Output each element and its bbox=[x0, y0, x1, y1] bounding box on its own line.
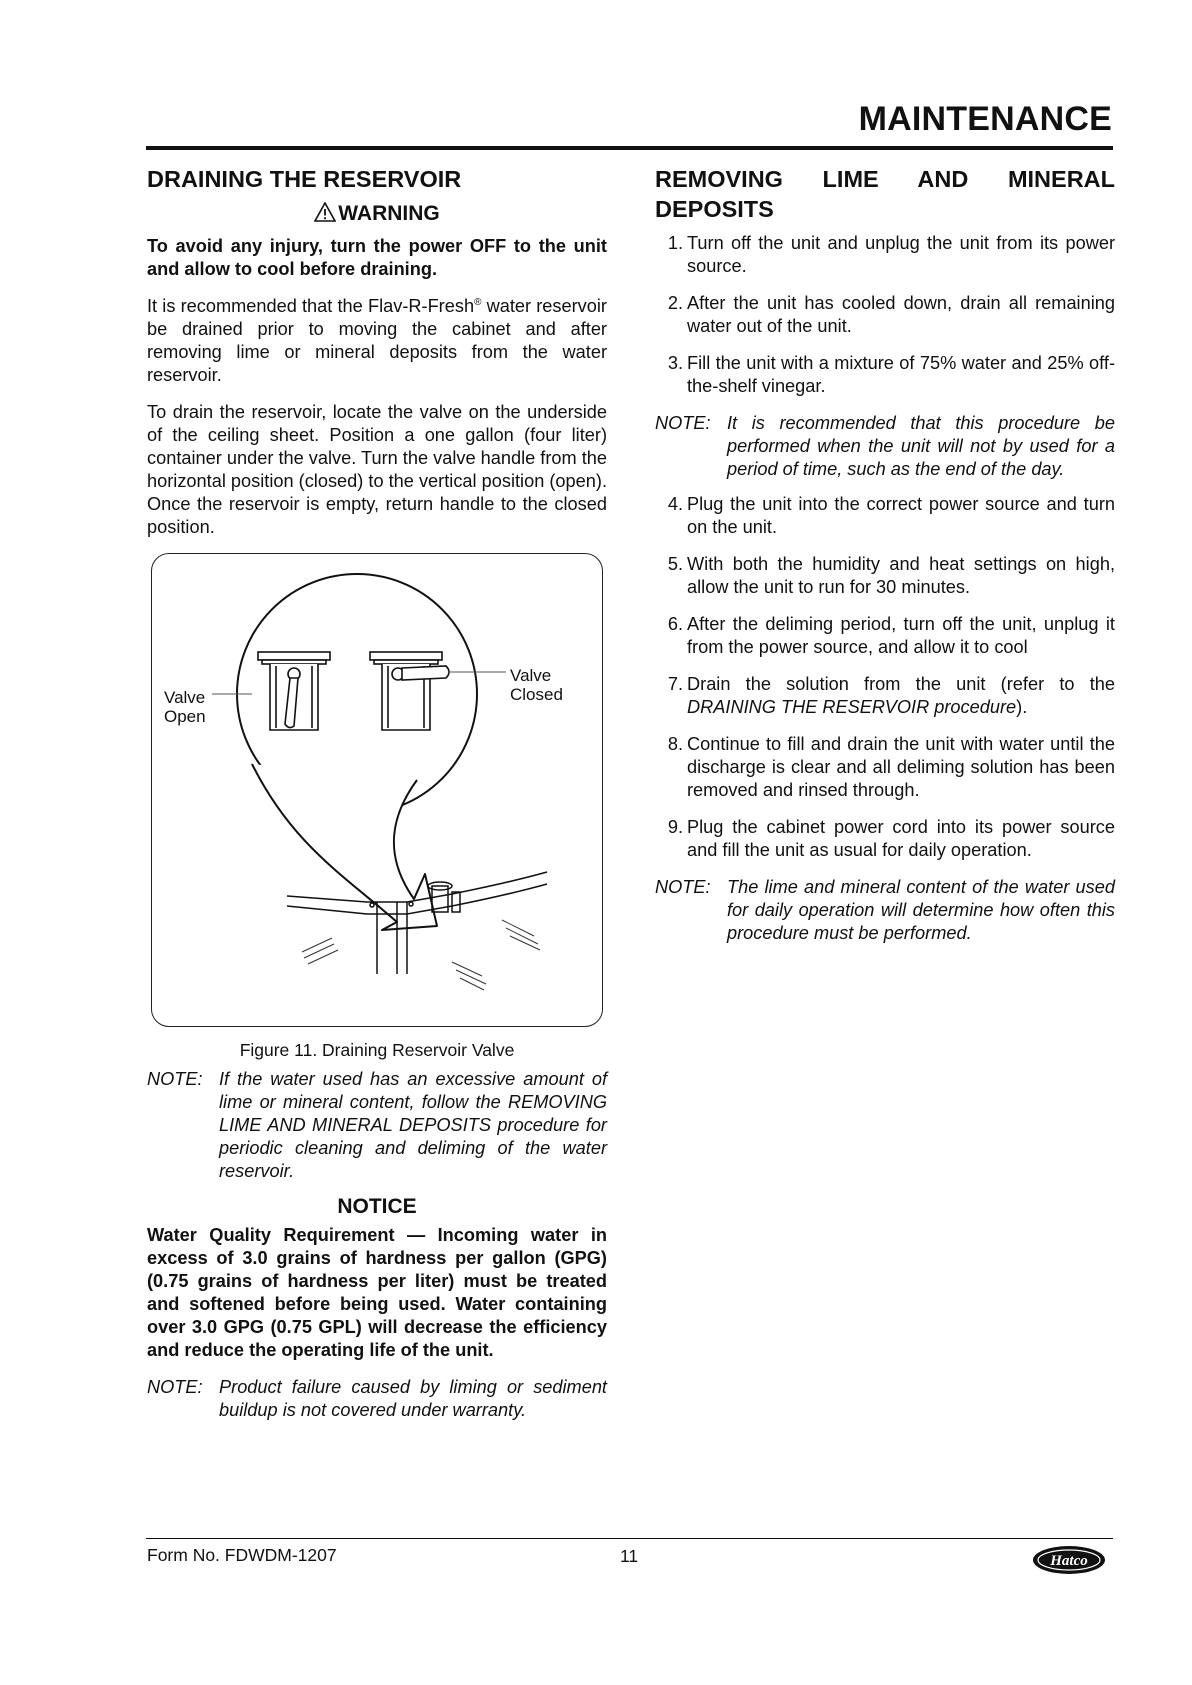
figure-caption: Figure 11. Draining Reservoir Valve bbox=[239, 1040, 515, 1060]
step-item bbox=[655, 816, 1115, 862]
step-number: 4. bbox=[667, 494, 683, 514]
step-number: 9. bbox=[667, 817, 683, 837]
note-lime bbox=[147, 1068, 607, 1183]
notice-header: NOTICE bbox=[337, 1195, 417, 1218]
warning-text: To avoid any injury, turn the power OFF to the unit and allow to cool before draining. bbox=[147, 236, 607, 279]
step-number: 3. bbox=[667, 353, 683, 373]
note-mineral-content bbox=[655, 876, 1115, 945]
left-column bbox=[147, 164, 607, 1434]
label-valve-open: Valve Open bbox=[164, 688, 206, 726]
step-text: Plug the unit into the correct power source and turn on the unit. bbox=[687, 494, 1115, 537]
note-warranty bbox=[147, 1376, 607, 1422]
step-item bbox=[655, 292, 1115, 338]
step-text bbox=[687, 673, 1115, 719]
note-text: The lime and mineral content of the water used for daily operation will determine how often this procedure must be performed. bbox=[727, 877, 1115, 943]
step-text: Turn off the unit and unplug the unit from its power source. bbox=[687, 233, 1115, 276]
section-title: MAINTENANCE bbox=[858, 100, 1112, 138]
label-valve-closed: Valve Closed bbox=[510, 666, 563, 704]
form-number: Form No. FDWDM-1207 bbox=[147, 1545, 337, 1565]
step-text: Plug the cabinet power cord into its power source and fill the unit as usual for daily operation. bbox=[687, 817, 1115, 860]
deliming-steps-a bbox=[655, 232, 1115, 398]
para1-start: It is recommended that the Flav-R-Fresh bbox=[147, 296, 475, 316]
step-text: Fill the unit with a mixture of 75% water and 25% off-the-shelf vinegar. bbox=[687, 353, 1115, 396]
step-item bbox=[655, 352, 1115, 398]
step-number: 1. bbox=[667, 233, 683, 253]
hatco-logo bbox=[1031, 1543, 1107, 1577]
draining-heading: DRAINING THE RESERVOIR bbox=[147, 166, 462, 192]
step-item bbox=[655, 232, 1115, 278]
step-number: 2. bbox=[667, 293, 683, 313]
figure-drain-valve bbox=[151, 553, 603, 1027]
step-text: Continue to fill and drain the unit with water until the discharge is clear and all deliming solution has been removed and rinsed through. bbox=[687, 734, 1115, 800]
footer-rule bbox=[146, 1538, 1113, 1539]
note-text: It is recommended that this procedure be performed when the unit will not by used for a period of time, such as the end of the day. bbox=[727, 413, 1115, 479]
step-item bbox=[655, 673, 1115, 719]
step-text: After the unit has cooled down, drain all remaining water out of the unit. bbox=[687, 293, 1115, 336]
step-text: With both the humidity and heat settings on high, allow the unit to run for 30 minutes. bbox=[687, 554, 1115, 597]
right-column bbox=[655, 164, 1115, 957]
step-item bbox=[655, 733, 1115, 802]
paragraph-drain-steps: To drain the reservoir, locate the valve on the underside of the ceiling sheet. Position a one gallon (four liter) container under the valve. Turn the valve handle from the horizontal position (closed) to the vertical position (open). Once the reservoir is empty, return handle to the closed position. bbox=[147, 402, 608, 537]
deliming-steps-b bbox=[655, 493, 1115, 862]
page-number: 11 bbox=[620, 1546, 639, 1566]
logo-text: Hatco bbox=[1050, 1553, 1088, 1569]
step-number: 8. bbox=[667, 734, 683, 754]
step-text-start: Drain the solution from the unit (refer to the bbox=[687, 674, 1115, 694]
deliming-heading: REMOVING LIME AND MINERAL DEPOSITS bbox=[655, 166, 1115, 222]
step-number: 5. bbox=[667, 554, 683, 574]
note-tag: NOTE: bbox=[655, 877, 711, 897]
warning-label: WARNING bbox=[338, 202, 440, 225]
step-item bbox=[655, 493, 1115, 539]
step-item bbox=[655, 613, 1115, 659]
warning-triangle-icon bbox=[314, 202, 336, 222]
para1-end: water reservoir be drained prior to moving the cabinet and after removing lime or mineral deposits from the water reservoir. bbox=[147, 296, 607, 385]
step-number: 7. bbox=[667, 674, 683, 694]
note-tag: NOTE: bbox=[147, 1377, 203, 1397]
note-text: If the water used has an excessive amount of lime or mineral content, follow the REMOVING LIME AND MINERAL DEPOSITS procedure for periodic cleaning and deliming of the water reservoir. bbox=[219, 1069, 607, 1181]
step-number: 6. bbox=[667, 614, 683, 634]
step-text: After the deliming period, turn off the unit, unplug it from the power source, and allow it to cool bbox=[687, 614, 1115, 657]
step-text-end: ). bbox=[1016, 697, 1028, 717]
registered-mark: ® bbox=[474, 297, 482, 308]
header-rule bbox=[146, 146, 1113, 150]
warning-header bbox=[147, 202, 607, 225]
step-item bbox=[655, 553, 1115, 599]
note-tag: NOTE: bbox=[147, 1069, 203, 1089]
note-text: Product failure caused by liming or sediment buildup is not covered under warranty. bbox=[219, 1377, 607, 1420]
paragraph-recommend bbox=[147, 295, 607, 387]
valve-illustration bbox=[152, 554, 603, 1027]
note-procedure-timing bbox=[655, 412, 1115, 481]
procedure-reference: DRAINING THE RESERVOIR procedure bbox=[687, 697, 1017, 717]
note-tag: NOTE: bbox=[655, 413, 711, 433]
notice-text: Water Quality Requirement — Incoming water in excess of 3.0 grains of hardness per gallon (GPG) (0.75 grains of hardness per liter) must be treated and softened before being used. Water containing over 3.0 GPG (0.75 GPL) will decrease the efficiency and reduce the operating life of the unit. bbox=[147, 1225, 607, 1360]
